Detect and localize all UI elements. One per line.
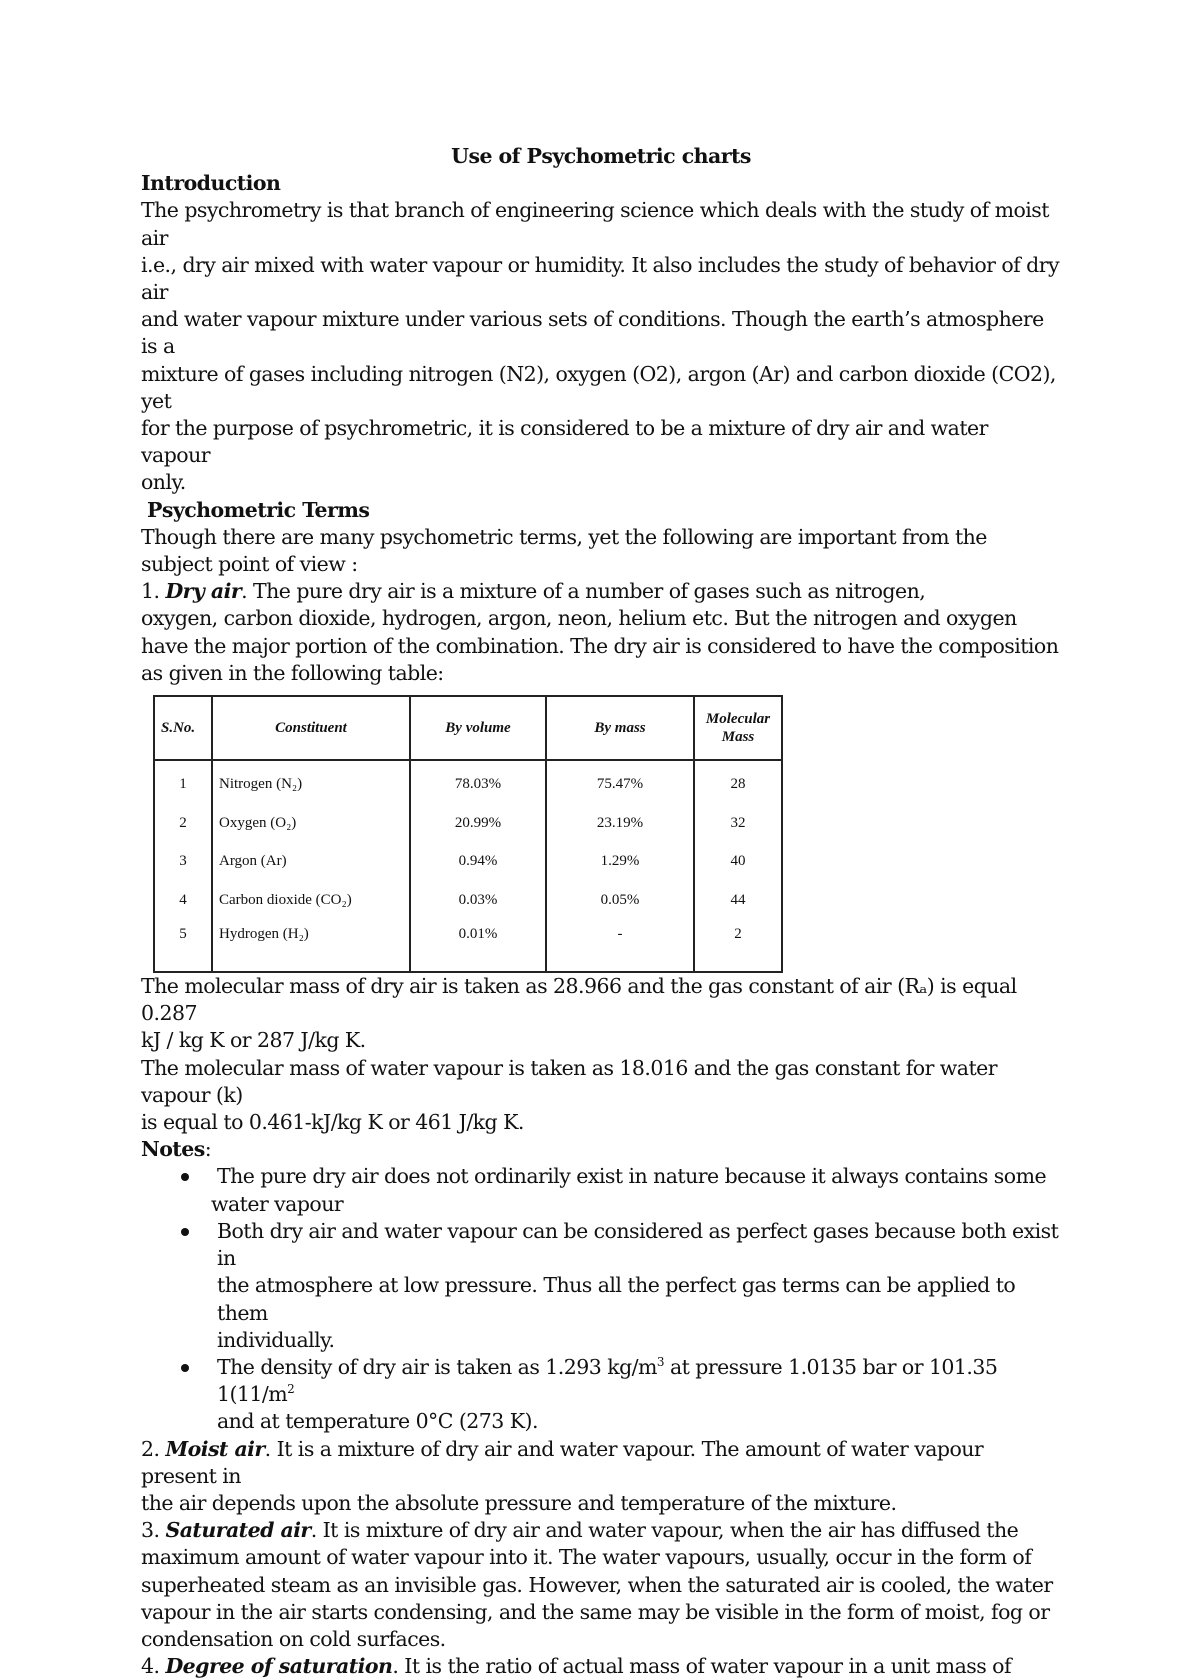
text-line: superheated steam as an invisible gas. However, when the saturated air is cooled, the water	[141, 1572, 1053, 1597]
notes-heading: Notes	[141, 1137, 205, 1162]
text-line	[217, 1354, 1061, 1408]
text-line: the air depends upon the absolute pressure and temperature of the mixture.	[141, 1490, 897, 1515]
text-line: condensation on cold surfaces.	[141, 1626, 446, 1651]
text-line	[141, 578, 1061, 605]
cell-molecular-mass: 32	[694, 804, 782, 843]
term-dry-air: Dry air	[165, 579, 242, 604]
superscript: 3	[656, 1355, 664, 1370]
text-line: is equal to 0.461-kJ/kg K or 461 J/kg K.	[141, 1110, 524, 1135]
table-header-row	[154, 696, 782, 760]
term-saturated-air: Saturated air	[165, 1518, 311, 1543]
text-line: only.	[141, 470, 186, 495]
cell-molecular-mass: 2	[694, 919, 782, 972]
text-line: as given in the following table:	[141, 660, 444, 685]
notes-list	[141, 1163, 1061, 1435]
text-line: water vapour	[211, 1191, 344, 1216]
term-text: . The pure dry air is a mixture of a number of gases such as nitrogen,	[241, 579, 926, 604]
cell-volume: 0.01%	[410, 919, 546, 972]
cell-volume: 78.03%	[410, 760, 546, 804]
bullet-icon	[181, 1364, 189, 1372]
text-line: individually.	[217, 1327, 335, 1352]
cell-mass: 75.47%	[546, 760, 694, 804]
text-line: subject point of view :	[141, 552, 358, 577]
notes-heading-line	[141, 1136, 1061, 1163]
superscript: 2	[287, 1382, 295, 1397]
document-page	[141, 143, 1061, 1680]
dry-air-paragraph	[141, 578, 1061, 687]
list-item	[141, 1218, 1061, 1354]
cell-constituent: Hydrogen (H₂)	[212, 919, 410, 972]
text-line: and at temperature 0°C (273 K).	[217, 1409, 538, 1434]
intro-paragraph	[141, 197, 1061, 496]
text-line: i.e., dry air mixed with water vapour or humidity. It also includes the study of behavior of dry air	[141, 252, 1060, 305]
text-line: The psychrometry is that branch of engineering science which deals with the study of moist air	[141, 198, 1049, 250]
cell-mass: 23.19%	[546, 804, 694, 843]
cell-sno: 1	[154, 760, 212, 804]
term-text: . It is a mixture of dry air and water vapour. The amount of water vapour present in	[141, 1436, 984, 1488]
note-text: The density of dry air is taken as 1.293 kg/m	[217, 1354, 657, 1379]
cell-mass: 0.05%	[546, 881, 694, 920]
terms-paragraph	[141, 524, 1061, 578]
text-line: The molecular mass of water vapour is taken as 18.016 and the gas constant for water vapour (k)	[141, 1055, 997, 1107]
text-line: Both dry air and water vapour can be considered as perfect gases because both exist in	[217, 1218, 1059, 1271]
table-row	[154, 842, 782, 881]
text-line: for the purpose of psychrometric, it is considered to be a mixture of dry air and water vapour	[141, 416, 988, 468]
table-row	[154, 804, 782, 843]
cell-molecular-mass: 40	[694, 842, 782, 881]
text-line	[141, 1653, 1061, 1680]
cell-molecular-mass: 44	[694, 881, 782, 920]
cell-mass: 1.29%	[546, 842, 694, 881]
header-by-mass: By mass	[546, 696, 694, 760]
text-line: vapour in the air starts condensing, and the same may be visible in the form of moist, fog or	[141, 1599, 1050, 1624]
composition-table-wrap	[153, 695, 783, 973]
cell-volume: 20.99%	[410, 804, 546, 843]
notes-colon: :	[204, 1137, 212, 1162]
header-sno: S.No.	[154, 696, 212, 760]
cell-volume: 0.03%	[410, 881, 546, 920]
term-moist-air: Moist air	[165, 1436, 265, 1461]
degree-saturation-paragraph	[141, 1653, 1061, 1680]
cell-constituent: Oxygen (O₂)	[212, 804, 410, 843]
item-number: 1.	[141, 579, 166, 604]
text-line: kJ / kg K or 287 J/kg K.	[141, 1028, 366, 1053]
terms-heading: Psychometric Terms	[147, 497, 370, 522]
cell-constituent: Carbon dioxide (CO₂)	[212, 881, 410, 920]
saturated-air-paragraph	[141, 1517, 1061, 1653]
note-text: at pressure 1.0135 bar or 101.35 1(11/m	[217, 1354, 998, 1407]
cell-sno: 5	[154, 919, 212, 972]
cell-constituent: Argon (Ar)	[212, 842, 410, 881]
item-number: 2.	[141, 1436, 166, 1461]
text-line: mixture of gases including nitrogen (N2), oxygen (O2), argon (Ar) and carbon dioxide (CO2), yet	[141, 361, 1056, 413]
bullet-icon	[181, 1228, 189, 1236]
text-line: The pure dry air does not ordinarily exist in nature because it always contains some	[217, 1164, 1047, 1189]
item-number: 3.	[141, 1518, 166, 1543]
header-constituent: Constituent	[212, 696, 410, 760]
header-by-volume: By volume	[410, 696, 546, 760]
list-item	[141, 1163, 1061, 1217]
table-row	[154, 760, 782, 804]
intro-heading: Introduction	[141, 171, 281, 196]
cell-sno: 4	[154, 881, 212, 920]
list-item	[141, 1354, 1061, 1436]
cell-volume: 0.94%	[410, 842, 546, 881]
text-line: Though there are many psychometric terms, yet the following are important from the	[141, 524, 987, 549]
header-molecular-mass: Molecular Mass	[694, 696, 782, 760]
after-table-paragraph	[141, 973, 1061, 1136]
item-number: 4.	[141, 1654, 166, 1679]
text-line: and water vapour mixture under various sets of conditions. Though the earth’s atmosphere is a	[141, 307, 1044, 359]
text-line: oxygen, carbon dioxide, hydrogen, argon, neon, helium etc. But the nitrogen and oxygen	[141, 606, 1017, 631]
table-row	[154, 881, 782, 920]
text-line: the atmosphere at low pressure. Thus all the perfect gas terms can be applied to them	[217, 1273, 1016, 1325]
text-line: maximum amount of water vapour into it. The water vapours, usually, occur in the form of	[141, 1545, 1032, 1570]
term-text: . It is the ratio of actual mass of water vapour in a unit mass of	[392, 1654, 1011, 1679]
text-line: The molecular mass of dry air is taken as 28.966 and the gas constant of air (Rₐ) is equal 0.287	[141, 974, 1017, 1026]
bullet-icon	[181, 1173, 189, 1181]
term-degree-of-saturation: Degree of saturation	[165, 1654, 393, 1679]
cell-mass: -	[546, 919, 694, 972]
cell-sno: 2	[154, 804, 212, 843]
text-line: have the major portion of the combination. The dry air is considered to have the composition	[141, 633, 1059, 658]
composition-table	[153, 695, 783, 973]
moist-air-paragraph	[141, 1436, 1061, 1518]
table-row	[154, 919, 782, 972]
text-line	[141, 1517, 1061, 1544]
cell-constituent: Nitrogen (N₂)	[212, 760, 410, 804]
page-title: Use of Psychometric charts	[451, 144, 751, 168]
cell-molecular-mass: 28	[694, 760, 782, 804]
term-text: . It is mixture of dry air and water vapour, when the air has diffused the	[310, 1518, 1019, 1543]
cell-sno: 3	[154, 842, 212, 881]
text-line	[141, 1436, 1061, 1490]
